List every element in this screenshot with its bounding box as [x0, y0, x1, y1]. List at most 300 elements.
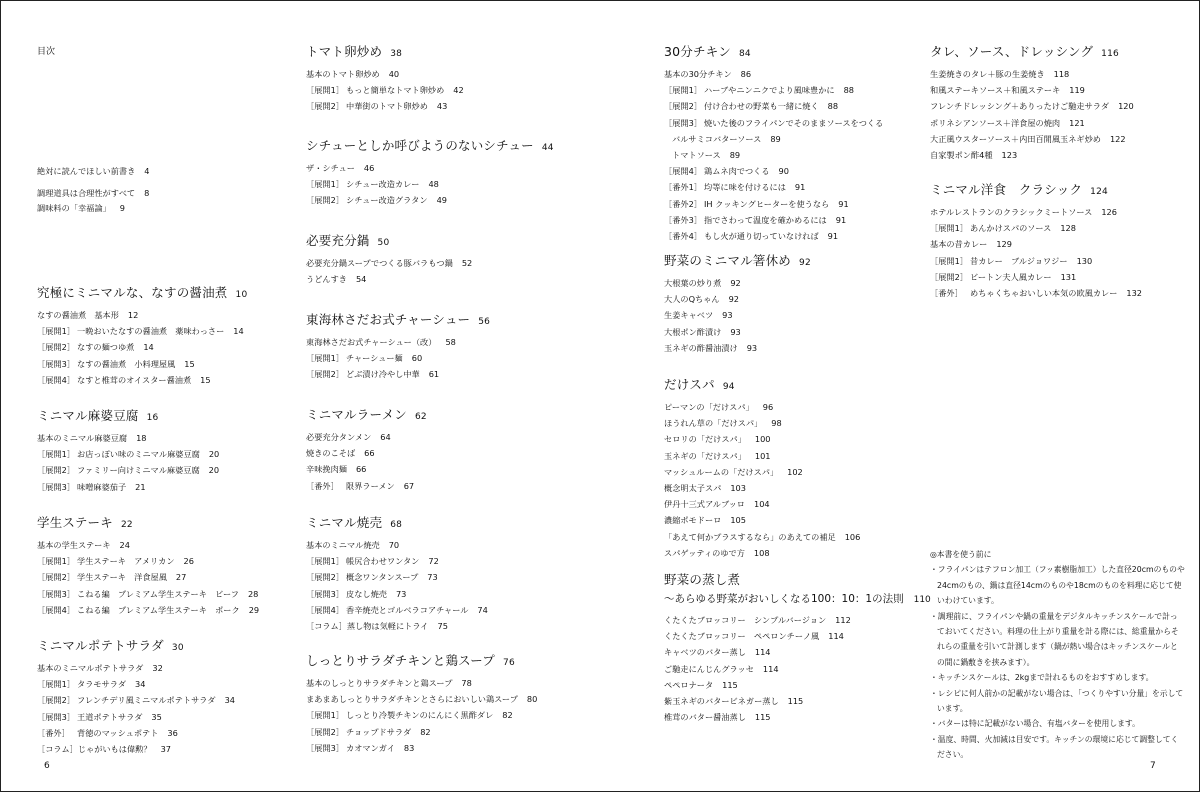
toc-entry[interactable]: [930, 131, 1134, 147]
entry-title: 大根葉の炒り煮: [664, 278, 722, 288]
section-title[interactable]: [306, 405, 427, 423]
toc-entry[interactable]: [306, 192, 554, 208]
toc-entry[interactable]: [664, 228, 883, 244]
note-bullet: ・温度、時間、火加減は目安です。キッチンの環境に応じて調整してください。: [930, 734, 1179, 760]
entry-title: 概念明太子スパ: [664, 483, 722, 494]
toc-entry[interactable]: [306, 553, 488, 569]
entry-title: 和風ステーキソース＋和風ステーキ: [930, 85, 1061, 96]
toc-entry[interactable]: [664, 163, 883, 179]
section-title-text: ミニマルポテトサラダ: [37, 638, 164, 653]
entry-title: フレンチデリ風ミニマルポテトサラダ: [77, 695, 216, 706]
entry-title: 必要充分タンメン: [306, 432, 372, 442]
section-title[interactable]: [306, 310, 490, 328]
toc-entry[interactable]: [306, 618, 488, 634]
entry-title: 伊丹十三式アルブッロ: [664, 499, 745, 510]
entry-title: チョップドサラダ: [346, 726, 412, 737]
toc-entry[interactable]: [664, 644, 931, 660]
entry-page: 27: [175, 572, 187, 583]
toc-entry[interactable]: [306, 334, 490, 350]
toc-entry[interactable]: [664, 512, 860, 528]
entry-title: ピーマンの「だけスパ」: [664, 402, 754, 412]
section-page: 10: [235, 290, 248, 300]
section-title[interactable]: [306, 651, 537, 669]
toc-entry[interactable]: [306, 82, 464, 98]
entry-page: 93: [730, 326, 741, 337]
entry-page: 61: [428, 369, 440, 380]
page-number-right: 7: [1150, 761, 1156, 771]
preface-list: [37, 164, 149, 216]
section-title[interactable]: [664, 42, 883, 60]
entry-title: 調味料の「幸福論」: [37, 203, 111, 213]
entry-title: どぶ漬け冷やし中華: [346, 369, 420, 380]
toc-entry[interactable]: [930, 269, 1142, 285]
entry-title: 基本の学生ステーキ: [37, 540, 111, 550]
entry-title: 紫玉ネギのバタービネガー蒸し: [664, 696, 779, 707]
toc-entry[interactable]: [37, 164, 149, 179]
toc-entry[interactable]: [930, 285, 1142, 301]
section-title[interactable]: [37, 636, 235, 654]
entry-tag: ［展開1］: [306, 710, 344, 721]
section-page: 44: [541, 143, 554, 153]
entry-title: まあまあしっとりサラダチキンとさらにおいしい鶏スープ: [306, 694, 518, 705]
section-page: 84: [738, 49, 751, 59]
note-bullet: ・レシピに何人前かの記載がない場合は、「つくりやすい分量」を示しています。: [930, 688, 1184, 714]
toc-entry[interactable]: [306, 160, 554, 176]
section-title-text: 30分チキン: [664, 44, 731, 59]
entry-title: 基本の昔カレー: [930, 239, 988, 250]
entry-title: あんかけスパのソース: [970, 223, 1052, 234]
toc-entry[interactable]: [306, 350, 490, 366]
toc-section: [37, 283, 247, 388]
section-page: 124: [1090, 187, 1108, 197]
entry-title: めちゃくちゃおいしい本気の欧風カレー: [970, 288, 1118, 299]
entry-title: こねる編 プレミアム学生ステーキ ポーク: [77, 604, 240, 615]
entry-title: ハーブやニンニクでより風味豊かに: [704, 85, 835, 96]
entry-page: 91: [835, 214, 847, 225]
entry-title: 大正風ウスターソース＋内田百閒風玉ネギ炒め: [930, 133, 1101, 144]
entry-page: 32: [152, 663, 163, 673]
toc-entry[interactable]: [664, 324, 811, 340]
entry-page: 80: [526, 694, 538, 705]
toc-entry[interactable]: [306, 445, 427, 461]
toc-section: [664, 251, 811, 356]
entry-tag: ［展開2］: [306, 369, 344, 380]
entry-tag: ［コラム］: [306, 621, 347, 632]
toc-entry[interactable]: [664, 480, 860, 496]
section-title[interactable]: [664, 570, 931, 588]
entry-tag: ［展開4］: [37, 374, 75, 385]
page-number-left: 6: [44, 761, 50, 771]
section-title[interactable]: [930, 42, 1134, 60]
entry-page: 123: [1001, 150, 1018, 161]
entry-title: スパゲッティのゆで方: [664, 547, 745, 558]
entry-tag: ［展開1］: [306, 556, 344, 567]
entry-title: 基本のミニマル焼売: [306, 540, 380, 550]
section-title[interactable]: [306, 136, 554, 154]
toc-entry[interactable]: [664, 399, 860, 415]
entry-page: 105: [730, 515, 746, 526]
toc-entry[interactable]: [664, 693, 931, 709]
entry-page: 120: [1118, 101, 1134, 112]
toc-entry[interactable]: [664, 496, 860, 512]
entry-title: ご馳走にんじんグラッセ: [664, 663, 754, 674]
section-title[interactable]: [306, 513, 488, 531]
entry-title: トマトソース: [672, 150, 721, 161]
entry-page: 14: [233, 326, 244, 337]
entry-tag: ［番外1］: [664, 182, 702, 193]
notes-heading: ◎本書を使う前に: [930, 550, 992, 559]
entry-tag: ［展開4］: [664, 166, 702, 177]
entry-title: もし火が通り切っていなければ: [704, 231, 819, 242]
entry-tag: ［展開3］: [664, 117, 702, 128]
toc-section: [306, 405, 427, 494]
entry-title: 基本のミニマル麻婆豆腐: [37, 433, 128, 443]
entry-title: しっとり冷製チキンのにんにく黒酢ダレ: [346, 710, 494, 721]
section-title[interactable]: [37, 283, 247, 301]
toc-section: [306, 231, 472, 287]
section-page: 76: [503, 658, 515, 668]
entry-title: 一晩おいたなすの醤油煮 薬味わっさー: [77, 326, 225, 337]
entry-title: お店っぽい味のミニマル麻婆豆腐: [77, 449, 200, 460]
toc-entry[interactable]: [664, 98, 883, 114]
toc-entry[interactable]: [306, 271, 472, 287]
entry-title: カオマンガイ: [346, 742, 395, 753]
toc-section: [930, 180, 1142, 301]
section-title-text: ミニマル麻婆豆腐: [37, 408, 139, 423]
toc-entry[interactable]: [664, 545, 860, 561]
entry-page: 82: [420, 726, 431, 737]
toc-entry[interactable]: [930, 115, 1134, 131]
entry-title: うどんすき: [306, 274, 347, 285]
entry-page: 24: [119, 540, 130, 550]
toc-entry[interactable]: [37, 709, 235, 725]
toc-entry[interactable]: [664, 464, 860, 480]
entry-title: 必要充分鍋スープでつくる豚バラもつ鍋: [306, 258, 453, 268]
section-title[interactable]: [930, 180, 1142, 198]
entry-title: 中華街のトマト卵炒め: [346, 101, 428, 112]
entry-page: 132: [1126, 288, 1143, 299]
entry-page: 73: [395, 588, 407, 599]
entry-title: 大人のQちゃん: [664, 294, 720, 305]
entry-title: 基本の30分チキン: [664, 69, 732, 79]
toc-entry[interactable]: [664, 628, 931, 644]
entry-title: マッシュルームの「だけスパ」: [664, 466, 779, 477]
entry-page: 115: [754, 712, 771, 723]
entry-page: 118: [1053, 69, 1070, 79]
toc-entry[interactable]: [306, 707, 537, 723]
entry-tag: ［コラム］: [37, 744, 78, 755]
entry-page: 82: [502, 710, 513, 721]
entry-title: ザ・シチュー: [306, 163, 355, 173]
toc-title: 目次: [37, 47, 56, 57]
entry-title: 玉ネギの「だけスパ」: [664, 450, 746, 461]
toc-entry[interactable]: [664, 82, 883, 98]
entry-title: 「あえて何かプラスするなら」のあえての補足: [664, 531, 836, 542]
toc-entry[interactable]: [930, 204, 1142, 220]
note-bullet: ・調理前に、フライパンや鍋の重量をデジタルキッチンスケールで計っておいてください。料理の仕上がり重量を計る際には、総重量からそれらの重量を引いて計測します（鍋が熱い場合はキッチンスケールとの間に鍋敷きを挟みます）。: [930, 611, 1179, 667]
toc-section: [930, 42, 1134, 163]
entry-page: 66: [364, 448, 375, 459]
section-title[interactable]: [306, 42, 464, 60]
section-title-text: 学生ステーキ: [37, 515, 113, 530]
entry-title: ほうれん草の「だけスパ」: [664, 418, 763, 429]
toc-entry[interactable]: [306, 691, 537, 707]
toc-entry[interactable]: [664, 212, 883, 228]
toc-entry[interactable]: [37, 676, 235, 692]
toc-section: [664, 375, 860, 561]
toc-entry[interactable]: [37, 462, 219, 478]
section-title[interactable]: [664, 251, 811, 269]
toc-entry[interactable]: [306, 255, 472, 271]
toc-entry[interactable]: [306, 429, 427, 445]
toc-entry[interactable]: [664, 661, 931, 677]
entry-page: 128: [1060, 223, 1076, 234]
section-title[interactable]: [664, 375, 860, 393]
entry-title: くたくたブロッコリー ペペロンチーノ風: [664, 631, 820, 642]
entry-page: 108: [753, 547, 770, 558]
toc-entry[interactable]: [306, 569, 488, 585]
toc-entry[interactable]: [37, 430, 219, 446]
entry-tag: ［展開1］: [306, 179, 344, 190]
entry-title: チャーシュー麺: [346, 353, 403, 364]
entry-tag: ［展開1］: [930, 255, 968, 266]
entry-title: なすの醤油煮 基本形: [37, 310, 119, 320]
toc-entry[interactable]: [664, 709, 931, 725]
toc-entry[interactable]: [37, 602, 259, 618]
toc-entry[interactable]: [664, 612, 931, 628]
toc-entry[interactable]: [37, 660, 235, 676]
toc-entry[interactable]: [306, 740, 537, 756]
entry-tag: ［展開2］: [306, 101, 344, 112]
section-page: 16: [146, 413, 159, 423]
toc-entry[interactable]: [37, 446, 219, 462]
section-page: 38: [390, 49, 403, 59]
entry-tag: ［展開3］: [306, 742, 344, 753]
entry-tag: ［展開2］: [37, 342, 75, 353]
entry-title: なすの醤油煮 小料理屋風: [77, 358, 176, 369]
toc-entry[interactable]: [930, 66, 1134, 82]
entry-tag: ［展開2］: [306, 726, 344, 737]
section-title[interactable]: [37, 513, 259, 531]
entry-tag: ［番外］: [37, 727, 70, 738]
toc-section: [306, 651, 537, 756]
toc-entry[interactable]: [306, 724, 537, 740]
toc-entry[interactable]: [664, 179, 883, 195]
toc-entry[interactable]: [37, 741, 235, 757]
toc-entry[interactable]: [930, 236, 1142, 252]
entry-title: フレンチドレッシング＋ありったけご馳走サラダ: [930, 101, 1110, 112]
entry-tag: ［展開1］: [37, 679, 75, 690]
entry-tag: ［番外］: [306, 480, 339, 491]
entry-title: キャベツのバター蒸し: [664, 647, 746, 658]
toc-entry[interactable]: [306, 586, 488, 602]
toc-entry[interactable]: [37, 692, 235, 708]
toc-entry[interactable]: [37, 323, 247, 339]
toc-entry[interactable]: [306, 98, 464, 114]
toc-entry[interactable]: [664, 307, 811, 323]
toc-entry[interactable]: [306, 675, 537, 691]
entry-page: 67: [403, 480, 415, 491]
entry-page: 93: [722, 310, 733, 321]
toc-section: [306, 310, 490, 383]
entry-title: 帳尻合わせワンタン: [346, 556, 420, 567]
toc-entry[interactable]: [37, 479, 219, 495]
entry-title: 学生ステーキ アメリカン: [77, 556, 175, 567]
toc-entry[interactable]: [37, 553, 259, 569]
entry-page: 15: [200, 374, 211, 385]
entry-page: 36: [167, 727, 178, 738]
toc-entry[interactable]: [306, 366, 490, 382]
toc-entry[interactable]: [664, 131, 883, 147]
entry-page: 91: [794, 182, 806, 193]
toc-entry[interactable]: [930, 253, 1142, 269]
entry-tag: ［番外］: [930, 288, 963, 299]
toc-entry[interactable]: [664, 677, 931, 693]
toc-entry[interactable]: [306, 176, 554, 192]
entry-page: 114: [828, 631, 844, 642]
entry-page: 52: [461, 258, 473, 268]
entry-tag: ［展開1］: [930, 223, 968, 234]
section-subtitle-text: 〜あらゆる野菜がおいしくなる100：10：1の法則: [664, 593, 904, 605]
entry-title: ビートン夫人風カレー: [970, 271, 1052, 282]
toc-entry[interactable]: [664, 340, 811, 356]
entry-tag: ［展開2］: [306, 572, 344, 583]
entry-page: 28: [247, 588, 259, 599]
entry-page: 89: [729, 150, 741, 161]
toc-entry[interactable]: [930, 98, 1134, 114]
entry-page: 9: [119, 203, 125, 213]
section-page: 92: [799, 258, 811, 268]
section-subtitle: [664, 591, 931, 606]
toc-section: [306, 136, 554, 209]
toc-entry[interactable]: [664, 66, 883, 82]
entry-title: 基本のトマト卵炒め: [306, 69, 380, 79]
entry-title: 大根ポン酢漬け: [664, 326, 722, 337]
entry-title: 付け合わせの野菜も一緒に焼く: [704, 101, 819, 112]
note-bullet: ・フライパンはテフロン加工（フッ素樹脂加工）した直径20cmのものや24cmのもの、鍋は直径14cmのものや18cmのものを料理に応じて使いわけています。: [930, 565, 1185, 606]
entry-title: 玉ネギの酢醤油漬け: [664, 342, 738, 353]
toc-entry[interactable]: [664, 196, 883, 212]
entry-title: バルサミコバターソース: [672, 133, 762, 144]
entry-title: 焼きのこそば: [306, 448, 356, 459]
toc-entry[interactable]: [664, 431, 860, 447]
entry-title: 鶏ムネ肉でつくる: [704, 166, 770, 177]
entry-title: ホテルレストランのクラシックミートソース: [930, 207, 1093, 217]
entry-page: 72: [428, 556, 439, 567]
section-title-text: 必要充分鍋: [306, 233, 370, 248]
toc-entry[interactable]: [37, 725, 235, 741]
section-page: 94: [722, 382, 735, 392]
section-title-text: ミニマル焼売: [306, 515, 383, 530]
toc-entry[interactable]: [37, 186, 149, 201]
entry-tag: ［展開1］: [37, 326, 75, 337]
entry-page: 106: [844, 531, 861, 542]
entry-title: 基本のミニマルポテトサラダ: [37, 663, 144, 673]
entry-title: 濃縮ポモドーロ: [664, 515, 722, 526]
toc-entry[interactable]: [37, 356, 247, 372]
toc-section: [306, 42, 464, 115]
entry-page: 66: [355, 464, 367, 475]
entry-tag: ［番外2］: [664, 198, 702, 209]
entry-tag: ［展開4］: [37, 604, 75, 615]
toc-entry[interactable]: [306, 461, 427, 477]
entry-title: 指でさわって温度を確かめるには: [704, 214, 827, 225]
entry-title: 蒸し物は気軽にトライ: [346, 621, 429, 632]
entry-page: 73: [427, 572, 438, 583]
toc-entry[interactable]: [664, 147, 883, 163]
toc-entry[interactable]: [306, 478, 427, 494]
toc-section: [664, 570, 931, 725]
section-title[interactable]: [306, 231, 472, 249]
section-page: 30: [171, 643, 184, 653]
toc-entry[interactable]: [930, 220, 1142, 236]
entry-page: 89: [770, 133, 781, 144]
toc-entry[interactable]: [37, 586, 259, 602]
toc-entry[interactable]: [664, 529, 860, 545]
toc-entry[interactable]: [37, 372, 247, 388]
toc-entry[interactable]: [37, 537, 259, 553]
toc-entry[interactable]: [930, 82, 1134, 98]
entry-title: 香辛焼売とゴルベラコアチャール: [346, 604, 469, 615]
section-title-text: トマト卵炒め: [306, 44, 383, 59]
entry-page: 91: [838, 198, 849, 209]
entry-page: 12: [127, 310, 139, 320]
entry-tag: ［展開2］: [37, 465, 75, 476]
entry-page: 122: [1109, 133, 1126, 144]
entry-page: 60: [411, 353, 423, 364]
section-title-text: 野菜のミニマル箸休め: [664, 253, 792, 268]
toc-entry[interactable]: [306, 602, 488, 618]
entry-tag: ［展開2］: [37, 695, 75, 706]
toc-entry[interactable]: [37, 339, 247, 355]
entry-title: 皮なし焼売: [346, 588, 387, 599]
entry-page: 43: [436, 101, 448, 112]
entry-title: なすの麺つゆ煮: [77, 342, 135, 353]
entry-tag: ［展開1］: [664, 85, 702, 96]
toc-entry[interactable]: [664, 448, 860, 464]
toc-entry[interactable]: [37, 201, 149, 216]
entry-page: 34: [224, 695, 235, 706]
toc-entry[interactable]: [306, 537, 488, 553]
entry-page: 29: [248, 604, 260, 615]
entry-title: 背徳のマッシュポテト: [77, 727, 159, 738]
entry-tag: ［展開1］: [37, 449, 75, 460]
section-title[interactable]: [37, 406, 219, 424]
toc-entry[interactable]: [37, 569, 259, 585]
entry-page: 20: [208, 465, 220, 476]
entry-title: じゃがいもは偉勲？: [77, 744, 152, 755]
entry-page: 114: [754, 647, 771, 658]
toc-entry[interactable]: [930, 147, 1134, 163]
toc-entry[interactable]: [664, 415, 860, 431]
entry-title: セロリの「だけスパ」: [664, 434, 746, 445]
toc-entry[interactable]: [664, 291, 811, 307]
toc-entry[interactable]: [664, 275, 811, 291]
toc-entry[interactable]: [306, 66, 464, 82]
entry-title: 味噌麻婆茄子: [77, 481, 127, 492]
entry-page: 98: [771, 418, 782, 429]
entry-tag: ［展開2］: [306, 195, 344, 206]
entry-page: 104: [753, 499, 770, 510]
toc-entry[interactable]: [37, 307, 247, 323]
entry-page: 115: [722, 679, 738, 690]
entry-page: 70: [388, 540, 400, 550]
entry-page: 21: [135, 481, 146, 492]
toc-section: [37, 406, 219, 495]
entry-page: 18: [136, 433, 147, 443]
toc-entry[interactable]: [664, 115, 883, 131]
entry-page: 126: [1101, 207, 1117, 217]
